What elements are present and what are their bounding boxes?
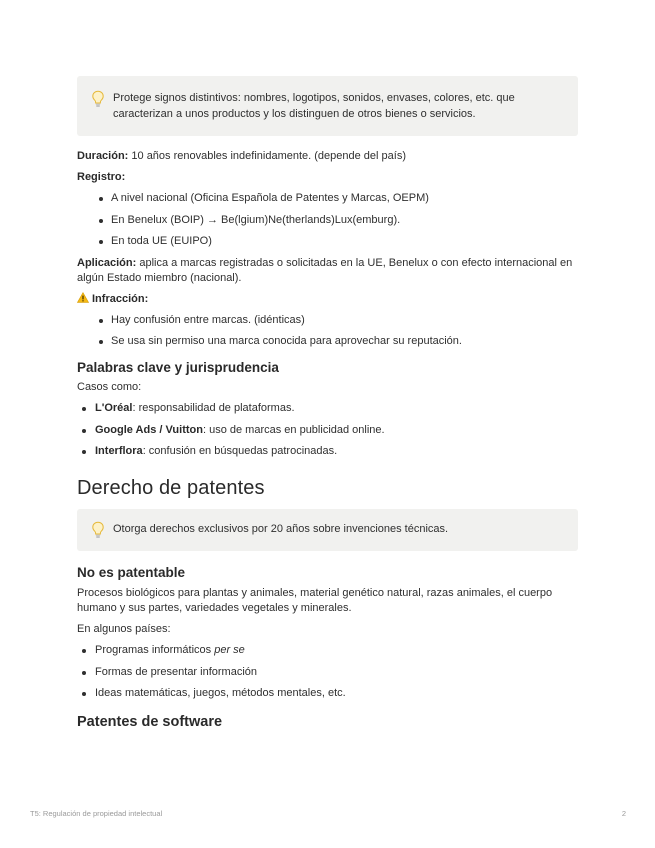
- duration-line: [77, 149, 578, 164]
- software-patents-heading: Patentes de software: [77, 714, 223, 730]
- patents-heading: Derecho de patentes: [77, 477, 265, 499]
- registry-line: [77, 170, 578, 185]
- cases-list: [77, 401, 578, 459]
- patents-callout-text: Otorga derechos exclusivos por 20 años sobre invenciones técnicas.: [113, 523, 449, 535]
- case-desc: : confusión en búsquedas patrocinadas.: [142, 445, 338, 457]
- not-patentable-heading: No es patentable: [77, 565, 186, 580]
- case-name: Google Ads / Vuitton: [95, 423, 203, 436]
- list-item-text: Programas informáticos: [95, 644, 215, 656]
- application-text: aplica a marcas registradas o solicitadas en la UE, Benelux o con efecto internacional en algún Estado miembro (nacional).: [77, 256, 573, 284]
- trademark-callout: [77, 76, 578, 136]
- infringement-line: [77, 292, 578, 307]
- warning-icon: [77, 292, 89, 303]
- list-item-text: Formas de presentar información: [95, 665, 258, 678]
- duration-label: Duración:: [77, 150, 129, 162]
- case-desc: : responsabilidad de plataformas.: [132, 402, 295, 414]
- page-number: 2: [621, 809, 626, 818]
- list-item-italic: per se: [214, 644, 245, 656]
- list-item: [77, 444, 578, 459]
- list-item-text: Ideas matemáticas, juegos, métodos mentales, etc.: [95, 687, 346, 699]
- some-countries-label: En algunos países:: [77, 623, 171, 635]
- list-item: En toda UE (EUIPO): [77, 234, 578, 249]
- duration-text: 10 años renovables indefinidamente. (depende del país): [128, 150, 406, 162]
- patents-callout: [77, 509, 578, 551]
- list-item: A nivel nacional (Oficina Española de Patentes y Marcas, OEPM): [77, 191, 578, 206]
- application-line: [77, 256, 578, 286]
- list-item: [77, 643, 578, 658]
- case-name: L'Oréal: [95, 402, 133, 414]
- list-item: [77, 423, 578, 438]
- list-item: [77, 665, 578, 680]
- case-name: Interflora: [95, 445, 143, 457]
- case-desc: : uso de marcas en publicidad online.: [202, 423, 385, 436]
- infringement-list: [77, 313, 578, 350]
- list-item: [77, 401, 578, 416]
- cases-intro: Casos como:: [77, 381, 142, 393]
- list-item: En Benelux (BOIP) → Be(lgium)Ne(therlands)Lux(emburg).: [77, 213, 578, 228]
- list-item: Se usa sin permiso una marca conocida para aprovechar su reputación.: [77, 334, 578, 349]
- infringement-label: Infracción:: [92, 292, 149, 305]
- page-content: [77, 76, 578, 731]
- footer-title: T5: Regulación de propiedad intelectual: [30, 809, 163, 818]
- not-patentable-text: Procesos biológicos para plantas y animales, material genético natural, razas animales, el cuerpo humano y sus partes, variedades vegetales y minerales.: [77, 587, 553, 614]
- lightbulb-icon: [91, 90, 105, 108]
- list-item: [77, 686, 578, 701]
- countries-list: [77, 643, 578, 701]
- list-item: Hay confusión entre marcas. (idénticas): [77, 313, 578, 328]
- keywords-heading: Palabras clave y jurisprudencia: [77, 360, 279, 375]
- lightbulb-icon: [91, 521, 105, 539]
- application-label: Aplicación:: [77, 256, 137, 269]
- registry-list: [77, 191, 578, 249]
- trademark-callout-text: Protege signos distintivos: nombres, logotipos, sonidos, envases, colores, etc. que caracterizan a unos productos y los distinguen de otros bienes o servicios.: [113, 92, 515, 120]
- registry-label: Registro:: [77, 171, 126, 183]
